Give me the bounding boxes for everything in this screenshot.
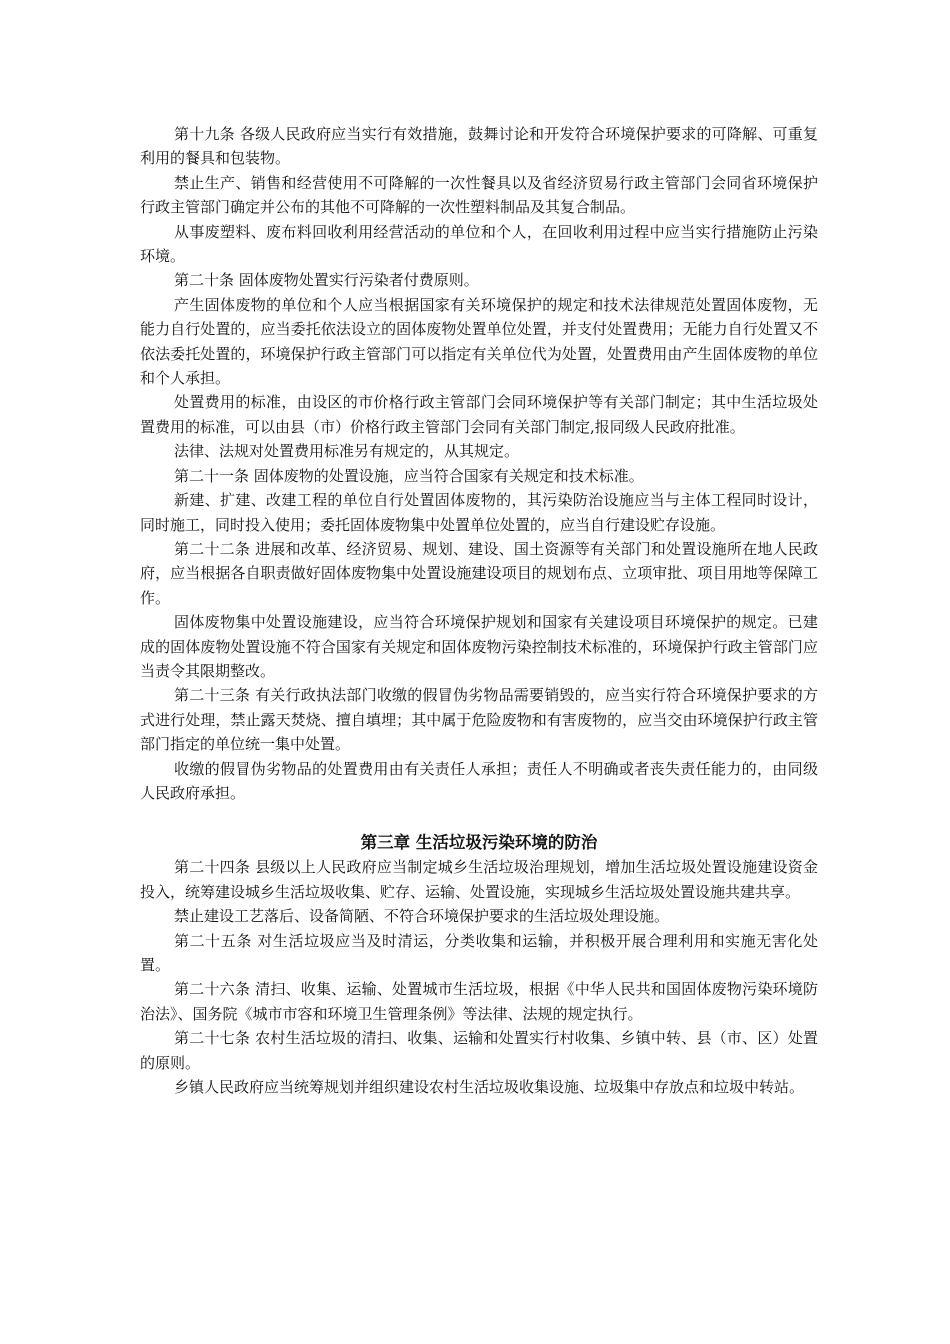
article-26: 第二十六条 清扫、收集、运输、处置城市生活垃圾，根据《中华人民共和国固体废物污染环境防治法》、国务院《城市市容和环境卫生管理条例》等法律、法规的规定执行。 [140,980,818,1023]
article-24: 第二十四条 县级以上人民政府应当制定城乡生活垃圾治理规划，增加生活垃圾处置设施建设资金投入，统筹建设城乡生活垃圾收集、贮存、运输、处置设施，实现城乡生活垃圾处置设施共建共享。 [140,858,818,901]
article-22: 第二十二条 进展和改革、经济贸易、规划、建设、国土资源等有关部门和处置设施所在地人民政府，应当根据各自职责做好固体废物集中处置设施建设项目的规划布点、立项审批、项目用地等保障工作。 [140,539,818,607]
article-19: 第十九条 各级人民政府应当实行有效措施，鼓舞讨论和开发符合环境保护要求的可降解、可重复利用的餐具和包装物。 [140,125,818,168]
paragraph: 法律、法规对处置费用标准另有规定的，从其规定。 [174,442,520,461]
paragraph: 处置费用的标准，由设区的市价格行政主管部门会同环境保护等有关部门制定；其中生活垃圾处置费用的标准，可以由县（市）价格行政主管部门会同有关部门制定,报同级人民政府批准。 [140,393,818,436]
paragraph: 收缴的假冒伪劣物品的处置费用由有关责任人承担；责任人不明确或者丧失责任能力的，由同级人民政府承担。 [140,759,818,802]
paragraph: 新建、扩建、改建工程的单位自行处置固体废物的，其污染防治设施应当与主体工程同时设计，同时施工，同时投入使用；委托固体废物集中处置单位处置的，应当自行建设贮存设施。 [140,491,818,534]
paragraph: 乡镇人民政府应当统筹规划并组织建设农村生活垃圾收集设施、垃圾集中存放点和垃圾中转站。 [174,1078,805,1097]
paragraph: 禁止建设工艺落后、设备简陋、不符合环境保护要求的生活垃圾处理设施。 [174,907,670,926]
chapter-3-heading: 第三章 生活垃圾污染环境的防治 [360,833,598,853]
paragraph: 产生固体废物的单位和个人应当根据国家有关环境保护的规定和技术法律规范处置固体废物，无能力自行处置的，应当委托依法设立的固体废物处置单位处置，并支付处置费用；无能力自行处置又不依法委托处置的，环境保护行政主管部门可以指定有关单位代为处置，处置费用由产生固体废物的单位和个人承担。 [140,295,818,388]
paragraph: 从事废塑料、废布料回收利用经营活动的单位和个人，在回收利用过程中应当实行措施防止污染环境。 [140,222,818,266]
article-23: 第二十三条 有关行政执法部门收缴的假冒伪劣物品需要销毁的，应当实行符合环境保护要求的方式进行处理，禁止露天焚烧、擅自填埋；其中属于危险废物和有害废物的，应当交由环境保护行政主管部门指定的单位统一集中处置。 [140,686,818,754]
article-20: 第二十条 固体废物处置实行污染者付费原则。 [174,271,479,290]
section-chapter-3 [140,855,818,1099]
document-page [140,122,818,1099]
article-27: 第二十七条 农村生活垃圾的清扫、收集、运输和处置实行村收集、乡镇中转、县（市、区）处置的原则。 [140,1029,818,1072]
paragraph: 禁止生产、销售和经营使用不可降解的一次性餐具以及省经济贸易行政主管部门会同省环境保护行政主管部门确定并公布的其他不可降解的一次性塑料制品及其复合制品。 [140,173,818,217]
article-21: 第二十一条 固体废物的处置设施，应当符合国家有关规定和技术标准。 [174,466,644,485]
article-25: 第二十五条 对生活垃圾应当及时清运，分类收集和运输，并积极开展合理利用和实施无害化处置。 [140,931,818,974]
paragraph: 固体废物集中处置设施建设，应当符合环境保护规划和国家有关建设项目环境保护的规定。已建成的固体废物处置设施不符合国家有关规定和固体废物污染控制技术标准的，环境保护行政主管部门应当责令其限期整改。 [140,613,818,680]
section-solid-waste-articles [140,122,818,805]
